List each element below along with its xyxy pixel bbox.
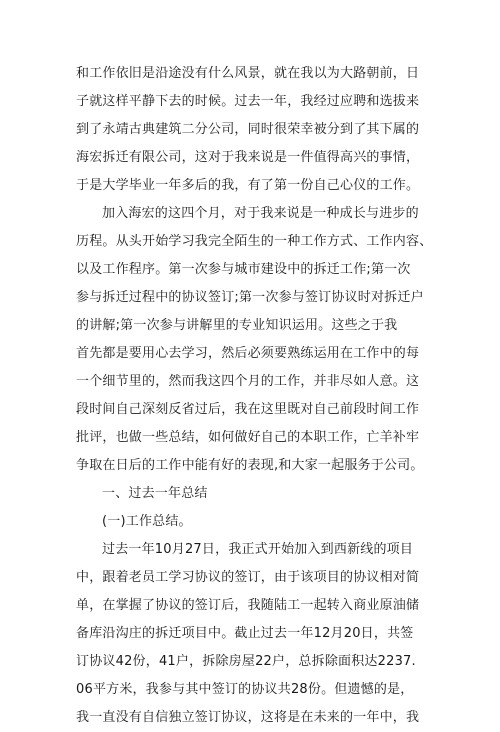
paragraph-line-3: 到了永靖古典建筑二分公司，同时很荣幸被分到了其下属的 [76,122,420,137]
paragraph-line-18: 单，在掌握了协议的签订后，我随陆工一起转入商业原油储 [76,598,420,613]
paragraph-line-10: 的讲解;第一次参与讲解里的专业知识运用。这些之于我 [76,318,398,333]
paragraph-line-19: 备库沿沟庄的拆迁项目中。截止过去一年12月20日，共签 [76,626,414,641]
subsection-heading-1: (一)工作总结。 [102,514,192,529]
paragraph-line-22: 我一直没有自信独立签订协议，这将是在未来的一年中，我 [76,710,420,725]
paragraph-line-21: 06平方米，我参与其中签订的协议共28份。但遗憾的是， [76,682,414,697]
paragraph-line-17: 中，跟着老员工学习协议的签订，由于该项目的协议相对简 [76,570,420,585]
paragraph-line-5: 于是大学毕业一年多后的我，有了第一份自己心仪的工作。 [76,178,420,193]
paragraph-line-14: 批评，也做一些总结，如何做好自己的本职工作，亡羊补牢 [76,430,420,445]
paragraph-line-13: 段时间自己深刻反省过后，我在这里既对自己前段时间工作 [76,402,420,417]
document-page [76,60,438,732]
paragraph-line-16: 过去一年10月27日，我正式开始加入到西新线的项目 [102,542,414,557]
paragraph-line-4: 海宏拆迁有限公司，这对于我来说是一件值得高兴的事情， [76,150,420,165]
paragraph-line-12: 一个细节里的，然而我这四个月的工作，并非尽如人意。这 [76,374,420,389]
paragraph-line-1: 和工作依旧是沿途没有什么风景，就在我以为大路朝前，日 [76,66,420,81]
section-heading-1: 一、过去一年总结 [102,486,208,501]
paragraph-line-15: 争取在日后的工作中能有好的表现,和大家一起服务于公司。 [76,458,424,473]
paragraph-line-9: 参与拆迁过程中的协议签订;第一次参与签订协议时对拆迁户 [76,290,424,305]
paragraph-line-20: 订协议42份，41户，拆除房屋22户，总拆除面积达2237. [76,654,416,669]
paragraph-line-6: 加入海宏的这四个月，对于我来说是一种成长与进步的 [102,206,419,221]
paragraph-line-8: 以及工作程序。第一次参与城市建设中的拆迁工作;第一次 [76,262,411,277]
paragraph-line-11: 首先都是要用心去学习，然后必须要熟练运用在工作中的每 [76,346,420,361]
paragraph-line-7: 历程。从头开始学习我完全陌生的一种工作方式、工作内容、 [76,234,433,249]
paragraph-line-2: 子就这样平静下去的时候。过去一年，我经过应聘和选拔来 [76,94,420,109]
